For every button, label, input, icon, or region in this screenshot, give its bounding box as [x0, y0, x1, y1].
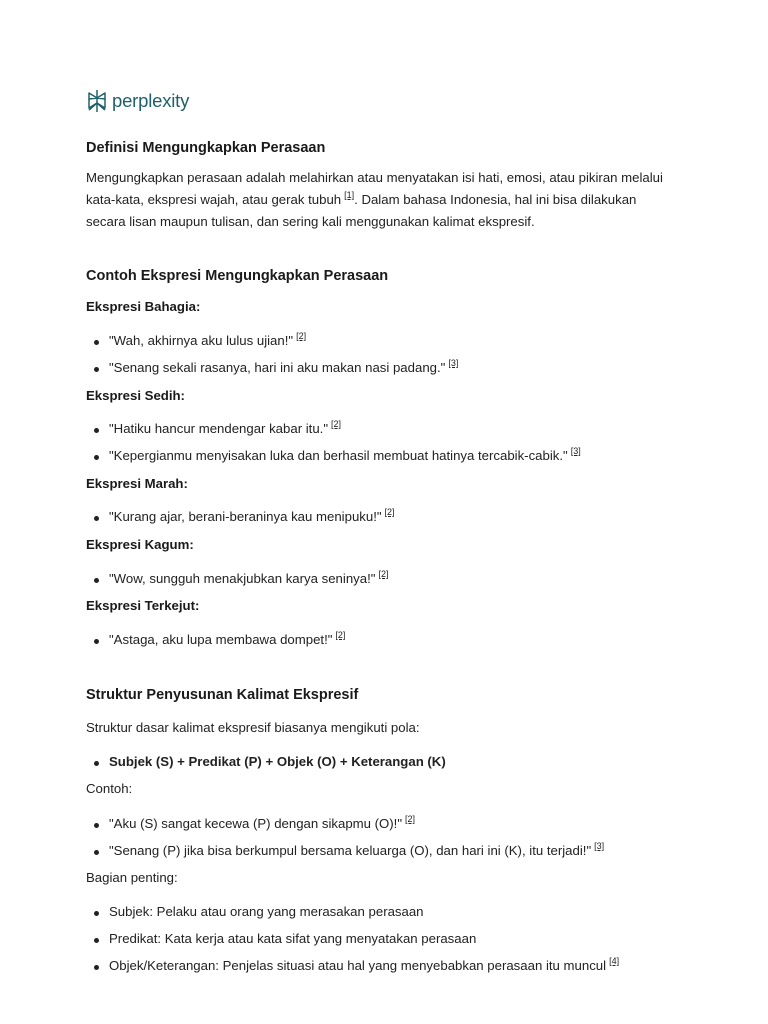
bagian-penting-label: Bagian penting: [86, 870, 178, 885]
list-item-text: Objek/Keterangan: Penjelas situasi atau hal yang menyebabkan perasaan itu muncul [109, 958, 607, 973]
list-item-text: "Senang (P) jika bisa berkumpul bersama keluarga (O), dan hari ini (K), itu terjadi!" [109, 843, 592, 858]
citation-link[interactable]: [3] [570, 446, 581, 456]
section-heading-contoh: Contoh Ekspresi Mengungkapkan Perasaan [86, 268, 389, 284]
perplexity-logo-icon [86, 89, 108, 113]
citation-link[interactable]: [2] [331, 419, 342, 429]
list-item-text: "Kurang ajar, berani-beraninya kau menipuku!" [109, 509, 382, 524]
citation-link[interactable]: [2] [335, 630, 346, 640]
list-item-text: Subjek: Pelaku atau orang yang merasakan perasaan [109, 904, 424, 919]
list-item [109, 843, 604, 858]
definisi-paragraph [86, 167, 676, 233]
list-item [109, 816, 415, 831]
definisi-text-1: Mengungkapkan perasaan adalah melahirkan atau menyatakan isi hati, emosi, atau pikiran melalui kata-kata, ekspresi wajah, atau gerak tubuh [86, 170, 663, 207]
list-item [109, 421, 341, 436]
list-item [109, 360, 458, 375]
list-item-text: "Wah, akhirnya aku lulus ujian!" [109, 333, 294, 348]
group-label-kagum: Ekspresi Kagum: [86, 537, 194, 552]
list-item-text: "Kepergianmu menyisakan luka dan berhasil membuat hatinya tercabik-cabik." [109, 448, 568, 463]
list-item [109, 904, 424, 919]
citation-link[interactable]: [2] [405, 814, 416, 824]
contoh-label: Contoh: [86, 781, 133, 796]
citation-link[interactable]: [3] [448, 358, 459, 368]
pattern-item: Subjek (S) + Predikat (P) + Objek (O) + Keterangan (K) [109, 754, 446, 769]
list-item-text: "Astaga, aku lupa membawa dompet!" [109, 632, 333, 647]
list-item [109, 632, 345, 647]
list-item-text: "Senang sekali rasanya, hari ini aku makan nasi padang." [109, 360, 446, 375]
list-item-text: "Hatiku hancur mendengar kabar itu." [109, 421, 329, 436]
citation-link[interactable]: [2] [378, 569, 389, 579]
citation-link[interactable]: [2] [384, 507, 395, 517]
list-item-text: Predikat: Kata kerja atau kata sifat yang menyatakan perasaan [109, 931, 477, 946]
section-heading-struktur: Struktur Penyusunan Kalimat Ekspresif [86, 687, 359, 703]
list-item [109, 509, 395, 524]
citation-link[interactable]: [4] [609, 956, 620, 966]
list-item-text: "Aku (S) sangat kecewa (P) dengan sikapmu (O)!" [109, 816, 403, 831]
group-label-terkejut: Ekspresi Terkejut: [86, 598, 200, 613]
brand-name: perplexity [112, 90, 190, 111]
list-item [109, 571, 388, 586]
list-item-text: "Wow, sungguh menakjubkan karya seninya!" [109, 571, 376, 586]
list-item [109, 333, 306, 348]
list-item [109, 448, 581, 463]
perplexity-logo[interactable] [86, 89, 189, 113]
citation-link[interactable]: [3] [594, 841, 605, 851]
list-item [109, 931, 476, 946]
group-label-marah: Ekspresi Marah: [86, 476, 188, 491]
citation-link[interactable]: [1] [344, 190, 355, 200]
citation-link[interactable]: [2] [296, 331, 307, 341]
list-item [109, 958, 619, 973]
struktur-intro: Struktur dasar kalimat ekspresif biasanya mengikuti pola: [86, 720, 420, 735]
group-label-bahagia: Ekspresi Bahagia: [86, 299, 201, 314]
definisi-text-2: . Dalam bahasa Indonesia, hal ini bisa dilakukan secara lisan maupun tulisan, dan sering kali menggunakan kalimat ekspresif. [86, 192, 637, 229]
section-heading-definisi: Definisi Mengungkapkan Perasaan [86, 140, 326, 156]
group-label-sedih: Ekspresi Sedih: [86, 388, 185, 403]
